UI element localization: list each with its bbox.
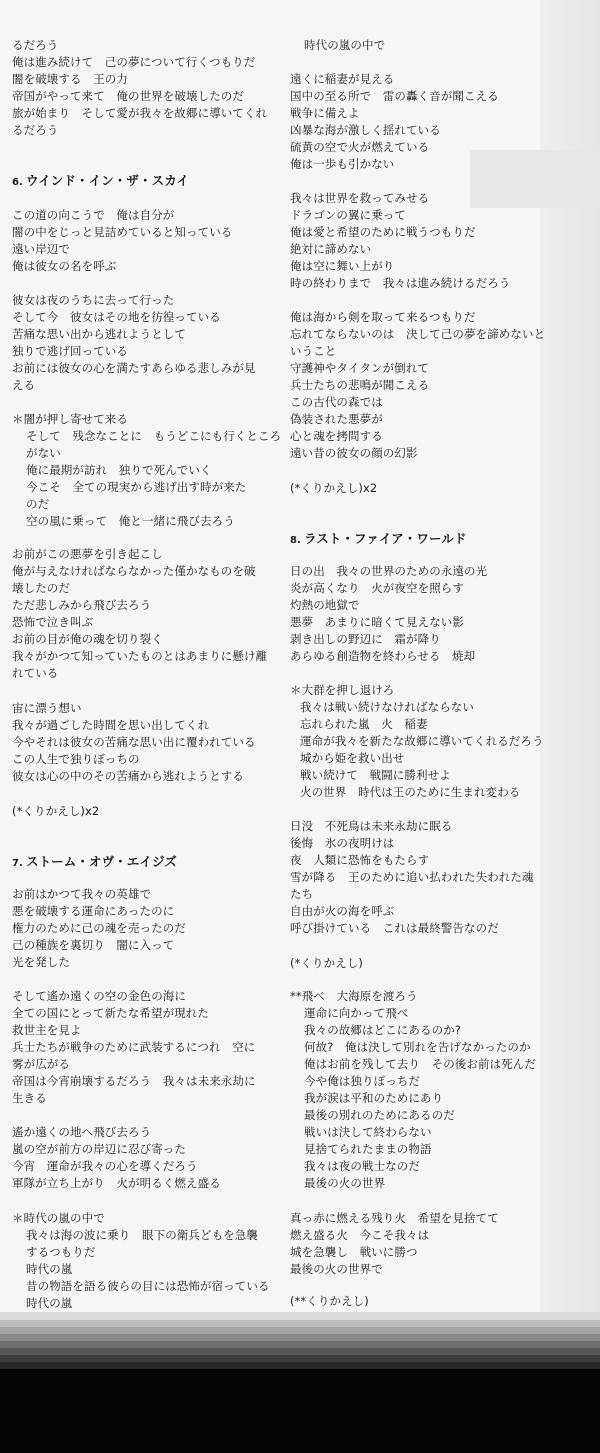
bridge-line: **飛べ 大海原を渡ろう (290, 989, 418, 1003)
bridge-line: 戦いは決して終わらない (304, 1125, 432, 1139)
lyric-line: 悪を破壊する運命にあったのに (12, 904, 175, 918)
lyric-line: 俺は一歩も引かない (290, 157, 395, 171)
lyric-line: ドラゴンの翼に乗って (290, 208, 406, 222)
lyric-line: この古代の森では (290, 395, 383, 409)
lyric-line: 自由が火の海を呼ぶ (290, 904, 395, 918)
lyric-line: 軍隊が立ち上がり 火が明るく燃え盛る (12, 1176, 221, 1190)
chorus-line: がない (26, 446, 61, 460)
lyric-line: 灼熱の地獄で (290, 598, 360, 612)
lyric-line: 硫黄の空で火が燃えている (290, 140, 430, 154)
chorus-line: 我々は海の波に乗り 眼下の衛兵どもを急襲 (26, 1228, 258, 1242)
bleed-through-box (470, 150, 600, 208)
lyric-line: 遠くに稲妻が見える (290, 72, 395, 86)
lyric-line: お前には彼女の心を満たすあらゆる悲しみが見 (12, 361, 256, 375)
lyric-line: 凶暴な海が激しく揺れている (290, 123, 441, 137)
song-heading-7 (12, 853, 177, 872)
lyric-line: 全ての国にとって新たな希望が現れた (12, 1006, 209, 1020)
lyric-line: 日の出 我々の世界のための永遠の光 (290, 564, 488, 578)
chorus-line: ＊闇が押し寄せて来る (12, 412, 128, 426)
chorus-line: ＊時代の嵐の中で (12, 1211, 105, 1225)
lyric-line: この道の向こうで 俺は自分が (12, 208, 175, 222)
lyric-line: 苦痛な思い出から逃れようとして (12, 327, 186, 341)
lyric-line: 戦争に備えよ (290, 106, 360, 120)
lyric-line: 兵士たちの悲鳴が聞こえる (290, 378, 430, 392)
song-number: 6. (12, 177, 23, 188)
lyric-line: 剥き出しの野辺に 霜が降り (290, 632, 441, 646)
chorus-line: 城から姫を救い出せ (300, 751, 405, 765)
lyric-line: 偽装された悪夢が (290, 412, 383, 426)
lyric-line: 絶対に諦めない (290, 242, 372, 256)
repeat-note: (*くりかえし) (290, 956, 364, 970)
lyric-line: 帝国は今宵崩壊するだろう 我々は未来永劫に (12, 1074, 256, 1088)
bridge-line: 見捨てられたままの物語 (304, 1142, 432, 1156)
lyric-line: 雾が広がる (12, 1057, 70, 1071)
song-heading-8 (290, 530, 467, 549)
repeat-note: (*くりかえし)x2 (290, 481, 378, 495)
lyric-line: 心と魂を拷問する (290, 429, 383, 443)
lyric-line: るだろう (12, 38, 59, 52)
lyric-line: 遠い岸辺で (12, 242, 70, 256)
lyric-line: 夜 人類に恐怖をもたらす (290, 853, 430, 867)
song-number: 7. (12, 858, 23, 869)
lyric-line: 国中の至る所で 雷の轟く音が聞こえる (290, 89, 499, 103)
chorus-line: 時代の嵐 (26, 1296, 73, 1310)
lyric-line: お前の目が俺の魂を切り裂く (12, 632, 163, 646)
repeat-note: (**くりかえし) (290, 1294, 369, 1308)
lyric-line: 守護神やタイタンが倒れて (290, 361, 429, 375)
lyric-line: 城を急襲し 戦いに勝つ (290, 1245, 418, 1259)
bridge-line: 我々の故郷はどこにあるのか? (304, 1023, 462, 1037)
lyric-line: 生きる (12, 1091, 47, 1105)
lyric-line: 時の終わりまで 我々は進み続けるだろう (290, 276, 511, 290)
lyric-line: 呼び掛けている これは最終警告なのだ (290, 921, 499, 935)
chorus-line: 我々は戦い続けなければならない (300, 700, 474, 714)
lyric-line: 兵士たちが戦争のために武装するにつれ 空に (12, 1040, 256, 1054)
lyric-line: お前はかつて我々の英雄で (12, 887, 152, 901)
lyric-line: いうこと (290, 344, 337, 358)
repeat-note: (*くりかえし)x2 (12, 804, 100, 818)
lyric-line: 俺は進み続けて 己の夢について行くつもりだ (12, 55, 256, 69)
lyric-line: あらゆる創造物を終わらせる 焼却 (290, 649, 476, 663)
bridge-line: 今や俺は独りぼっちだ (304, 1074, 420, 1088)
bridge-line: 俺はお前を残して去り その後お前は死んだ (304, 1057, 536, 1071)
lyric-line: 燃え盛る火 今こそ我々は (290, 1228, 430, 1242)
chorus-line: 昔の物語を語る彼らの目には恐怖が宿っている (26, 1279, 270, 1293)
bridge-line: 最後の火の世界 (304, 1176, 386, 1190)
chorus-line: 戦い続けて 戦闘に勝利せよ (300, 768, 451, 782)
chorus-line: 今こそ 全ての現実から逃げ出す時が来た (26, 480, 247, 494)
lyric-line: お前がこの悪夢を引き起こし (12, 547, 163, 561)
bridge-line: 我々は夜の戦士なのだ (304, 1159, 420, 1173)
lyric-line: 遙か遠くの地へ飛び去ろう (12, 1125, 152, 1139)
song-title: ラスト・ファイア・ワールド (303, 531, 467, 546)
lyric-line: ただ悲しみから飛び去ろう (12, 598, 152, 612)
lyric-line: 救世主を見よ (12, 1023, 82, 1037)
song-heading-6 (12, 172, 189, 191)
chorus-line: 忘れられた嵐 火 稲妻 (300, 717, 428, 731)
lyric-line: 嵐の空が前方の岸辺に忍び寄った (12, 1142, 186, 1156)
lyric-line: るだろう (12, 123, 59, 137)
lyric-line: 己の種族を裏切り 闇に入って (12, 938, 175, 952)
lyric-line: 後悔 氷の夜明けは (290, 836, 395, 850)
bridge-line: 運命に向かって飛べ (304, 1006, 409, 1020)
lyric-line: 真っ赤に燃える残り火 希望を見捨てて (290, 1211, 499, 1225)
lyric-line: 帝国がやって来て 俺の世界を破壊したのだ (12, 89, 244, 103)
lyric-line: 我々が過ごした時間を思い出してくれ (12, 718, 210, 732)
lyric-line: 炎が高くなり 火が夜空を照らす (290, 581, 464, 595)
chorus-line: 運命が我々を新たな故郷に導いてくれるだろう (300, 734, 544, 748)
scan-edge (0, 1312, 600, 1453)
lyric-line: 我々がかつて知っていたものとはあまりに懸け離 (12, 649, 268, 663)
bridge-line: 我が涙は平和のためにあり (304, 1091, 444, 1105)
chorus-line: 火の世界 時代は王のために生まれ変わる (300, 785, 521, 799)
lyric-line: 独りで逃げ回っている (12, 344, 128, 358)
lyric-line: 闇を破壊する 王の力 (12, 72, 128, 86)
lyric-line: 俺が与えなければならなかった僅かなものを破 (12, 564, 256, 578)
lyric-line: 我々は世界を救ってみせる (290, 191, 430, 205)
lyric-line: 光を発した (12, 955, 70, 969)
lyric-line: 今やそれは彼女の苦痛な思い出に覆われている (12, 735, 256, 749)
lyric-line: 雪が降る 王のために追い払われた失われた魂 (290, 870, 534, 884)
lyric-line: 俺は彼女の名を呼ぶ (12, 259, 117, 273)
chorus-line: 空の風に乗って 俺と一緒に飛び去ろう (26, 514, 235, 528)
chorus-line: そして 残念なことに もうどこにも行くところ (26, 429, 282, 443)
lyric-line: 壊したのだ (12, 581, 70, 595)
lyric-line: 俺は愛と希望のために戦うつもりだ (290, 225, 476, 239)
lyric-line: 最後の火の世界で (290, 1262, 383, 1276)
lyric-line: 今宵 運命が我々の心を導くだろう (12, 1159, 198, 1173)
chorus-line: するつもりだ (26, 1245, 96, 1259)
lyric-line: たち (290, 887, 314, 901)
lyric-line: この人生で独りぼっちの (12, 752, 140, 766)
chorus-line: のだ (26, 497, 50, 511)
lyric-line: 彼女は心の中のその苦痛から逃れようとする (12, 769, 244, 783)
lyric-line: そして今 彼女はその地を彷徨っている (12, 310, 221, 324)
song-title: ウインド・イン・ザ・スカイ (25, 173, 190, 188)
lyric-line: そして遙か遠くの空の金色の海に (12, 989, 186, 1003)
lyric-line: 彼女は夜のうちに去って行った (12, 293, 175, 307)
song-number: 8. (290, 535, 301, 546)
lyric-line: 宙に漂う想い (12, 701, 82, 715)
lyric-line: 恐怖で泣き叫ぶ (12, 615, 94, 629)
lyric-line: 俺は空に舞い上がり (290, 259, 395, 273)
lyric-line: 日没 不死鳥は未来永劫に眠る (290, 819, 453, 833)
bridge-line: 最後の別れのためにあるのだ (304, 1108, 455, 1122)
lyric-line: 俺は海から剣を取って来るつもりだ (290, 310, 476, 324)
lyric-line: 忘れてならないのは 決して己の夢を諦めないと (290, 327, 546, 341)
lyric-line: 旅が始まり そして愛が我々を故郷に導いてくれ (12, 106, 268, 120)
lyric-line: 権力のために己の魂を売ったのだ (12, 921, 186, 935)
lyric-line: える (12, 378, 36, 392)
bridge-line: 何故? 俺は決して別れを告げなかったのか (304, 1040, 531, 1054)
lyric-line: 遠い昔の彼女の顔の幻影 (290, 446, 418, 460)
chorus-line: 俺に最期が訪れ 独りで死んでいく (26, 463, 212, 477)
lyric-line: れている (12, 666, 59, 680)
lyric-line: 悪夢 あまりに暗くて見えない影 (290, 615, 464, 629)
song-title: ストーム・オヴ・エイジズ (25, 854, 177, 869)
chorus-line: ＊大群を押し退けろ (290, 683, 395, 697)
chorus-line: 時代の嵐の中で (304, 38, 386, 52)
chorus-line: 時代の嵐 (26, 1262, 73, 1276)
lyric-line: 闇の中をじっと見詰めていると知っている (12, 225, 233, 239)
